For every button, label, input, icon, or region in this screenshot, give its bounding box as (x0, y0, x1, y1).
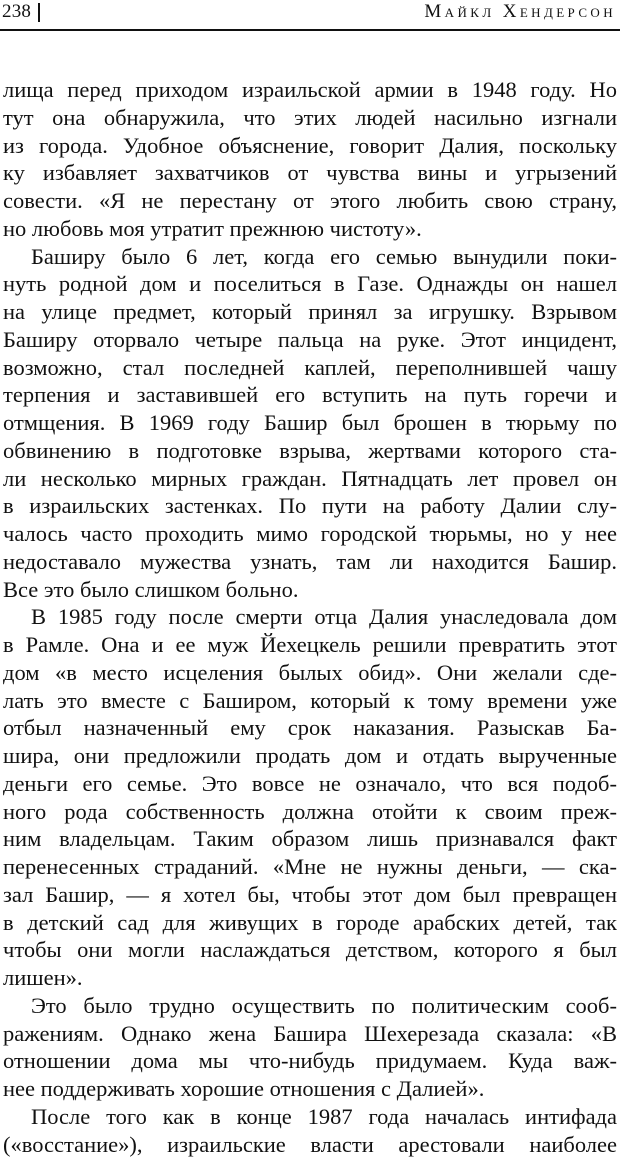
paragraph (3, 992, 617, 1103)
text-line: ного рода собственность должна отойти к своим преж- (3, 798, 617, 826)
running-title: Майкл Хендерсон (424, 1, 616, 23)
paragraph (3, 1103, 617, 1158)
text-line: Все это было слишком больно. (3, 576, 617, 604)
text-line: Баширу было 6 лет, когда его семью вынудили поки- (3, 243, 617, 271)
text-line: лища перед приходом израильской армии в 1948 году. Но (3, 76, 617, 104)
text-line: ражениям. Однако жена Башира Шехерезада сказала: «В (3, 1020, 617, 1048)
header-rule (0, 29, 620, 31)
text-line: Это было трудно осуществить по политическим сооб- (3, 992, 617, 1020)
text-line: чалось часто проходить мимо городской тюрьмы, но у нее (3, 520, 617, 548)
text-line: ним владельцам. Таким образом лишь признавался факт (3, 825, 617, 853)
text-line: терпения и заставившей его вступить на путь горечи и (3, 381, 617, 409)
text-line: отношении дома мы что-нибудь придумаем. Куда важ- (3, 1047, 617, 1075)
body-text (3, 76, 617, 1158)
text-line: в израильских застенках. По пути на работу Далии слу- (3, 492, 617, 520)
text-line: дом «в место исцеления былых обид». Они желали сде- (3, 659, 617, 687)
header-separator (38, 3, 40, 22)
text-line: шира, они предложили продать дом и отдать вырученные (3, 742, 617, 770)
text-line: в детский сад для живущих в городе арабских детей, так (3, 909, 617, 937)
text-line: Баширу оторвало четыре пальца на руке. Этот инцидент, (3, 326, 617, 354)
text-line: ли несколько мирных граждан. Пятнадцать лет провел он (3, 465, 617, 493)
paragraph (3, 76, 617, 243)
text-line: («восстание»), израильские власти арестовали наиболее (3, 1131, 617, 1158)
running-header (0, 0, 620, 30)
text-line: лишен». (3, 964, 617, 992)
text-line: лать это вместе с Баширом, который к тому времени уже (3, 687, 617, 715)
text-line: в Рамле. Она и ее муж Йехецкель решили превратить этот (3, 631, 617, 659)
text-line: После того как в конце 1987 года началась интифада (3, 1103, 617, 1131)
text-line: из города. Удобное объяснение, говорит Далия, поскольку (3, 132, 617, 160)
text-line: В 1985 году после смерти отца Далия унаследовала дом (3, 603, 617, 631)
text-line: недоставало мужества узнать, там ли находится Башир. (3, 548, 617, 576)
text-line: деньги его семье. Это вовсе не означало, что вся подоб- (3, 770, 617, 798)
text-line: нее поддерживать хорошие отношения с Далией». (3, 1075, 617, 1103)
text-line: но любовь моя утратит прежнюю чистоту». (3, 215, 617, 243)
text-line: тут она обнаружила, что этих людей насильно изгнали (3, 104, 617, 132)
page-number: 238 (2, 1, 31, 23)
text-line: перенесенных страданий. «Мне не нужны деньги, — ска- (3, 853, 617, 881)
text-line: обвинению в подготовке взрыва, жертвами которого ста- (3, 437, 617, 465)
text-line: отбыл назначенный ему срок наказания. Разыскав Ба- (3, 714, 617, 742)
text-line: ку избавляет захватчиков от чувства вины и угрызений (3, 159, 617, 187)
text-line: чтобы они могли наслаждаться детством, которого я был (3, 936, 617, 964)
text-line: возможно, стал последней каплей, переполнившей чашу (3, 354, 617, 382)
paragraph (3, 603, 617, 992)
text-line: отмщения. В 1969 году Башир был брошен в тюрьму по (3, 409, 617, 437)
text-line: зал Башир, — я хотел бы, чтобы этот дом был превращен (3, 881, 617, 909)
text-line: на улице предмет, который принял за игрушку. Взрывом (3, 298, 617, 326)
text-line: совести. «Я не перестану от этого любить свою страну, (3, 187, 617, 215)
paragraph (3, 243, 617, 604)
text-line: нуть родной дом и поселиться в Газе. Однажды он нашел (3, 270, 617, 298)
